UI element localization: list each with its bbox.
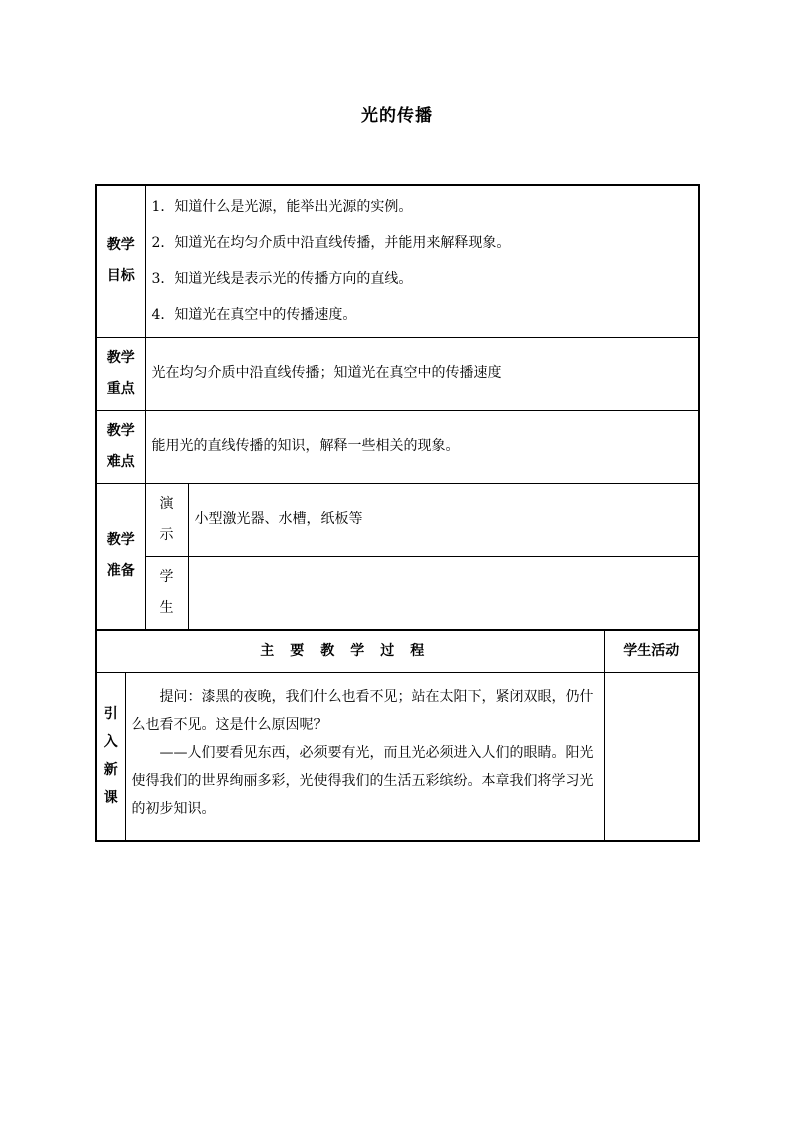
preparation-label: 教学 准备 [96, 483, 145, 629]
demo-label: 演 示 [145, 483, 188, 556]
preparation-demo-row [96, 483, 699, 556]
goals-row [96, 185, 699, 337]
goal-item: 3．知道光线是表示光的传播方向的直线。 [151, 271, 413, 288]
intro-content [125, 673, 604, 841]
student-activity-header: 学生活动 [604, 630, 699, 673]
key-points-label: 教学 重点 [96, 337, 145, 410]
goals-label: 教学 目标 [96, 185, 145, 337]
lesson-info-table [95, 184, 700, 630]
goal-item: 2．知道光在均匀介质中沿直线传播，并能用来解释现象。 [151, 235, 511, 252]
student-text [188, 556, 699, 629]
lesson-plan-sheet [95, 184, 698, 842]
intro-row [96, 673, 699, 841]
goal-item: 1．知道什么是光源，能举出光源的实例。 [151, 199, 413, 216]
intro-paragraph: 提问：漆黑的夜晚，我们什么也看不见；站在太阳下，紧闭双眼，仍什么也看不见。这是什么原因呢？ [131, 689, 594, 733]
demo-text: 小型激光器、水槽，纸板等 [188, 483, 699, 556]
intro-label: 引 入 新 课 [96, 673, 125, 841]
difficulties-row [96, 410, 699, 483]
process-header: 主要教学过程 [96, 630, 604, 673]
intro-paragraph: ——人们要看见东西，必须要有光，而且光必须进入人们的眼睛。阳光使得我们的世界绚丽多彩，光使得我们的生活五彩缤纷。本章我们将学习光的初步知识。 [131, 745, 594, 817]
preparation-student-row [96, 556, 699, 629]
page-title: 光的传播 [361, 106, 433, 126]
process-header-row [96, 630, 699, 673]
goals-content [145, 185, 699, 337]
process-table [95, 629, 700, 842]
student-label: 学 生 [145, 556, 188, 629]
difficulties-text: 能用光的直线传播的知识，解释一些相关的现象。 [145, 410, 699, 483]
difficulties-label: 教学 难点 [96, 410, 145, 483]
student-activity-cell [604, 673, 699, 841]
goal-item: 4．知道光在真空中的传播速度。 [151, 307, 357, 324]
key-points-row [96, 337, 699, 410]
key-points-text: 光在均匀介质中沿直线传播；知道光在真空中的传播速度 [145, 337, 699, 410]
